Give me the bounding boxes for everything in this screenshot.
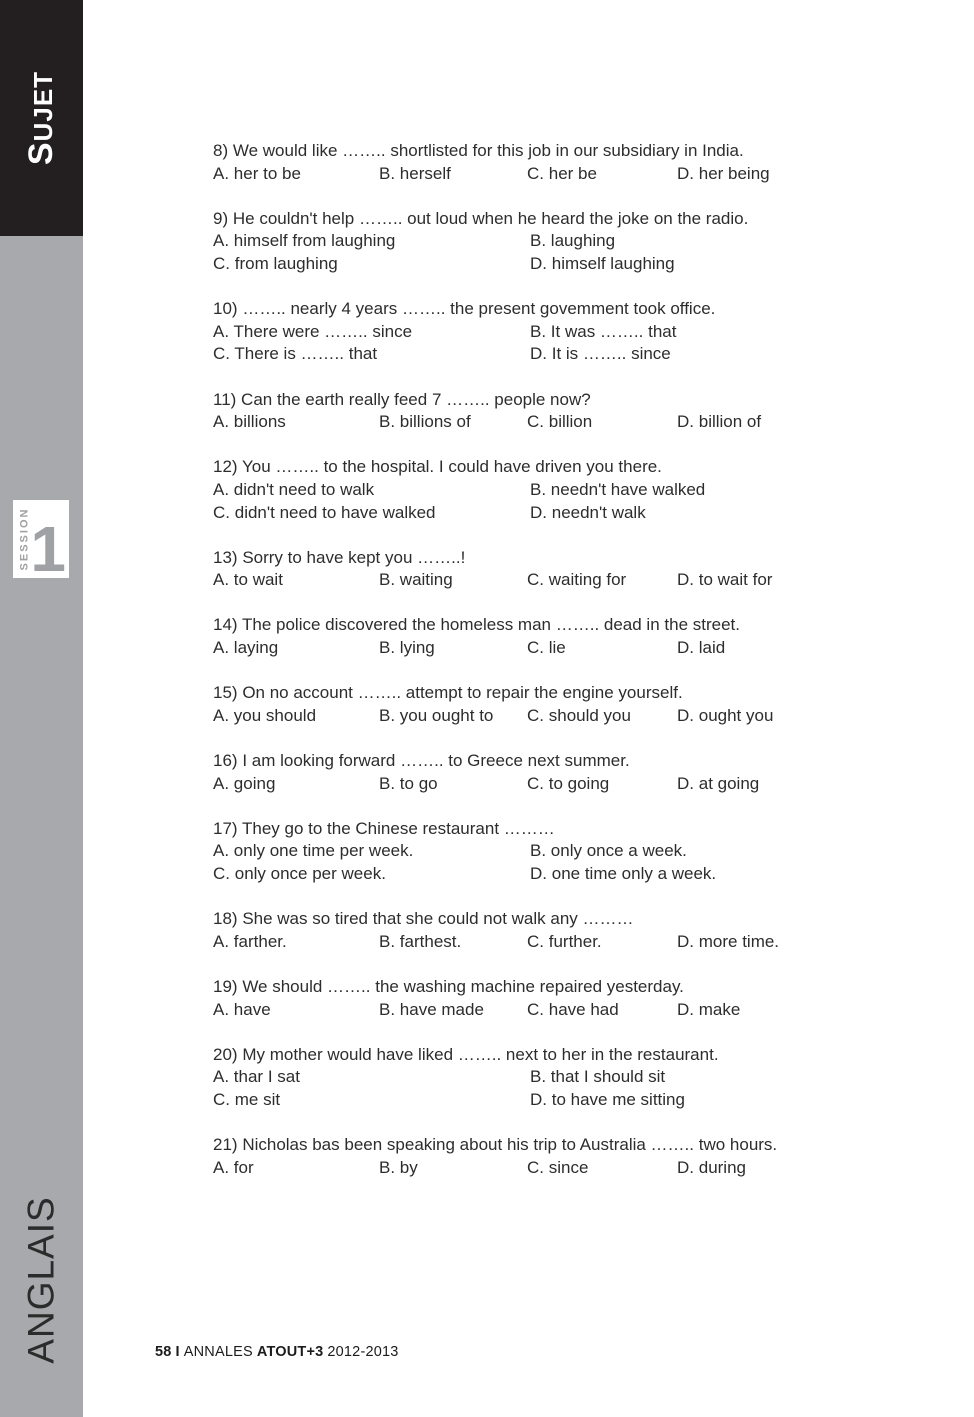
answer-option [379,705,493,728]
footer-separator: I [175,1344,180,1360]
question-text: She was so tired that she could not walk any ……… [242,909,634,929]
option-text: to have me sitting [551,1089,685,1109]
answer-option [530,321,676,344]
option-label: A. [213,163,230,183]
option-label: B. [379,705,396,725]
option-label: C. [527,773,544,793]
option-label: B. [379,638,396,658]
option-text: billions of [399,412,471,432]
answer-option [530,840,687,863]
session-badge [13,500,69,585]
option-label: D. [530,1089,547,1109]
answer-option [379,569,453,592]
subject-label: ANGLAIS [20,1195,62,1364]
option-label: D. [530,502,547,522]
option-text: There were …….. since [233,321,413,341]
question-text: We would like …….. shortlisted for this job in our subsidiary in India. [232,141,744,160]
option-label: B. [530,231,547,251]
option-text: farther. [233,931,287,951]
answer-option [530,1089,685,1112]
question-block [213,614,913,659]
question-text: Can the earth really feed 7 …….. people now? [241,389,591,409]
option-label: C. [213,1089,230,1109]
option-text: needn't have walked [550,479,706,499]
answer-option [527,931,602,954]
answer-option [530,1066,665,1089]
answer-option [527,163,597,186]
option-label: A. [213,705,230,725]
option-text: have had [548,999,619,1019]
options-row [213,230,913,253]
question-block [213,1044,913,1112]
answer-option [213,863,386,886]
question-block [213,456,913,524]
options-row [213,773,913,796]
option-label: C. [527,570,544,590]
answer-option [677,931,779,954]
questions-list [213,140,913,1202]
option-text: her to be [233,163,301,183]
option-label: A. [213,231,230,251]
option-label: D. [677,999,694,1019]
answer-option [213,1157,254,1180]
answer-option [677,163,770,186]
question-block [213,140,913,185]
answer-option [527,705,631,728]
option-text: that I should sit [550,1067,666,1087]
option-label: B. [379,163,396,183]
answer-option [530,479,705,502]
option-text: during [698,1157,746,1177]
options-row [213,1157,913,1180]
option-label: A. [213,1157,230,1177]
answer-option [213,1066,300,1089]
question-block [213,908,913,953]
answer-option [530,230,615,253]
question-line [213,140,913,163]
options-row [213,1089,913,1112]
option-label: D. [530,344,547,364]
option-text: should you [548,705,631,725]
option-text: make [698,999,741,1019]
option-text: laughing [550,231,616,251]
answer-option [213,411,286,434]
question-number: 18) [213,909,238,929]
answer-option [213,502,436,525]
option-label: C. [527,1157,544,1177]
options-row [213,343,913,366]
option-text: laying [233,638,279,658]
answer-option [379,163,451,186]
option-text: didn't need to walk [233,479,375,499]
question-number: 13) [213,547,238,567]
option-text: to wait for [698,570,773,590]
option-label: C. [527,999,544,1019]
option-label: B. [379,1157,396,1177]
option-label: D. [677,1157,694,1177]
answer-option [527,773,609,796]
option-text: thar I sat [233,1067,300,1087]
option-text: billions [233,412,286,432]
question-number: 11) [213,389,237,409]
question-number: 8) [213,141,229,160]
option-text: you ought to [399,705,494,725]
answer-option [527,1157,588,1180]
question-line [213,1134,913,1157]
subject-label-wrap [0,1192,83,1367]
options-row [213,931,913,954]
option-label: B. [379,773,396,793]
options-row [213,840,913,863]
options-row [213,502,913,525]
option-label: A. [213,412,230,432]
options-row [213,253,913,276]
answer-option [530,502,646,525]
question-line [213,456,913,479]
question-number: 17) [213,818,238,838]
answer-option [213,705,316,728]
question-block [213,208,913,276]
option-label: B. [530,1067,547,1087]
question-number: 20) [213,1044,238,1064]
option-text: himself from laughing [233,231,396,251]
option-text: only once per week. [234,864,386,883]
option-label: D. [677,163,694,183]
option-label: A. [213,638,230,658]
option-label: B. [379,999,396,1019]
sujet-initial: S [22,141,61,166]
answer-option [213,321,412,344]
options-row [213,1066,913,1089]
footer-series: ANNALES [183,1344,253,1360]
question-line [213,1044,913,1067]
option-text: billion of [698,412,762,432]
option-label: D. [677,412,694,432]
question-line [213,976,913,999]
answer-option [527,999,619,1022]
question-text: Sorry to have kept you ……..! [242,547,466,567]
answer-option [677,637,725,660]
answer-option [677,569,772,592]
option-text: to wait [233,570,283,590]
answer-option [213,343,377,366]
answer-option [379,931,461,954]
answer-option [527,569,626,592]
answer-option [379,999,484,1022]
question-block [213,298,913,366]
question-number: 9) [213,208,229,228]
option-label: B. [379,931,396,951]
option-label: A. [213,479,230,499]
option-text: at going [698,773,760,793]
answer-option [379,637,435,660]
options-row [213,411,913,434]
question-line [213,908,913,931]
option-text: for [233,1157,254,1177]
option-label: B. [379,412,396,432]
option-label: C. [213,344,230,364]
option-text: waiting for [548,570,627,590]
option-label: A. [213,999,230,1019]
page-footer [155,1344,403,1360]
options-row [213,637,913,660]
question-block [213,750,913,795]
question-number: 14) [213,615,238,635]
option-label: D. [530,253,547,273]
option-text: me sit [234,1089,281,1109]
option-text: herself [399,163,451,183]
session-number: 1 [30,512,66,585]
answer-option [213,253,338,276]
option-text: only once a week. [550,841,687,861]
options-row [213,863,913,886]
question-text: I am looking forward …….. to Greece next summer. [242,751,630,771]
option-label: A. [213,931,230,951]
question-block [213,547,913,592]
answer-option [677,1157,746,1180]
session-label: SESSION [18,507,30,571]
answer-option [213,163,301,186]
answer-option [677,705,773,728]
option-label: A. [213,321,230,341]
question-line [213,614,913,637]
question-line [213,208,913,231]
option-text: one time only a week. [551,864,717,883]
answer-option [530,253,675,276]
options-row [213,705,913,728]
question-text: …….. nearly 4 years …….. the present govemment took office. [242,299,716,319]
question-line [213,298,913,321]
answer-option [530,343,671,366]
option-label: C. [213,864,230,883]
answer-option [677,999,740,1022]
option-label: A. [213,841,230,861]
option-text: There is …….. that [234,344,378,364]
option-text: to going [548,773,610,793]
option-label: C. [213,253,230,273]
option-text: lie [548,638,566,658]
question-text: He couldn't help …….. out loud when he heard the joke on the radio. [232,208,749,228]
question-line [213,750,913,773]
question-number: 16) [213,751,238,771]
question-line [213,389,913,412]
question-block [213,682,913,727]
option-text: needn't walk [551,502,646,522]
option-text: billion [548,412,593,432]
question-text: On no account …….. attempt to repair the engine yourself. [242,683,683,703]
question-block [213,1134,913,1179]
question-text: They go to the Chinese restaurant ……… [242,818,555,838]
option-label: C. [527,638,544,658]
option-label: D. [677,570,694,590]
option-label: D. [677,638,694,658]
option-label: C. [527,931,544,951]
option-text: her being [698,163,770,183]
options-row [213,479,913,502]
option-label: D. [530,864,547,883]
answer-option [213,999,271,1022]
option-text: going [233,773,276,793]
answer-option [527,411,592,434]
answer-option [213,479,374,502]
option-label: D. [677,773,694,793]
answer-option [527,637,566,660]
footer-brand: ATOUT+3 [256,1344,324,1360]
option-text: you should [233,705,317,725]
question-text: My mother would have liked …….. next to her in the restaurant. [242,1044,719,1064]
answer-option [213,773,275,796]
option-label: B. [530,479,547,499]
option-text: to go [399,773,438,793]
option-label: C. [213,502,230,522]
option-text: have made [399,999,484,1019]
answer-option [213,569,283,592]
answer-option [213,637,278,660]
option-text: by [399,1157,418,1177]
options-row [213,569,913,592]
option-label: B. [379,570,396,590]
option-text: It was …….. that [550,321,677,341]
question-text: You …….. to the hospital. I could have driven you there. [242,457,662,477]
answer-option [379,411,471,434]
answer-option [213,230,395,253]
question-number: 12) [213,457,238,477]
option-label: C. [527,412,544,432]
option-label: A. [213,1067,230,1087]
question-block [213,818,913,886]
option-text: lying [399,638,435,658]
question-number: 19) [213,976,238,996]
option-text: laid [698,638,726,658]
option-label: D. [677,931,694,951]
answer-option [213,931,287,954]
answer-option [379,1157,418,1180]
option-text: from laughing [234,253,338,273]
question-block [213,389,913,434]
option-text: since [548,1157,589,1177]
sujet-rest: UJET [28,70,59,142]
option-text: her be [548,163,597,183]
option-text: waiting [399,570,453,590]
option-label: C. [527,705,544,725]
question-number: 15) [213,683,238,703]
question-line [213,547,913,570]
answer-option [213,1089,280,1112]
option-label: A. [213,773,230,793]
option-label: C. [527,163,544,183]
option-text: further. [548,931,602,951]
option-label: B. [530,321,547,341]
option-label: B. [530,841,547,861]
option-text: didn't need to have walked [234,502,436,522]
options-row [213,321,913,344]
footer-page-number: 58 [155,1344,172,1360]
question-number: 10) [213,299,238,319]
options-row [213,999,913,1022]
option-text: only one time per week. [233,841,414,861]
option-label: A. [213,570,230,590]
option-text: It is …….. since [551,344,671,364]
question-text: The police discovered the homeless man …….. dead in the street. [242,615,740,635]
question-number: 21) [213,1135,238,1155]
options-row [213,163,913,186]
question-line [213,818,913,841]
answer-option [379,773,438,796]
answer-option [677,773,759,796]
option-label: D. [677,705,694,725]
option-text: have [233,999,271,1019]
footer-years: 2012-2013 [327,1344,399,1360]
question-line [213,682,913,705]
sujet-label [22,70,61,166]
answer-option [677,411,761,434]
answer-option [213,840,413,863]
answer-option [530,863,716,886]
question-text: Nicholas bas been speaking about his trip to Australia …….. two hours. [242,1135,778,1155]
option-text: ought you [698,705,774,725]
question-block [213,976,913,1021]
sujet-header-band [0,0,83,236]
question-text: We should …….. the washing machine repaired yesterday. [242,976,684,996]
option-text: farthest. [399,931,462,951]
option-text: more time. [698,931,780,951]
option-text: himself laughing [551,253,675,273]
